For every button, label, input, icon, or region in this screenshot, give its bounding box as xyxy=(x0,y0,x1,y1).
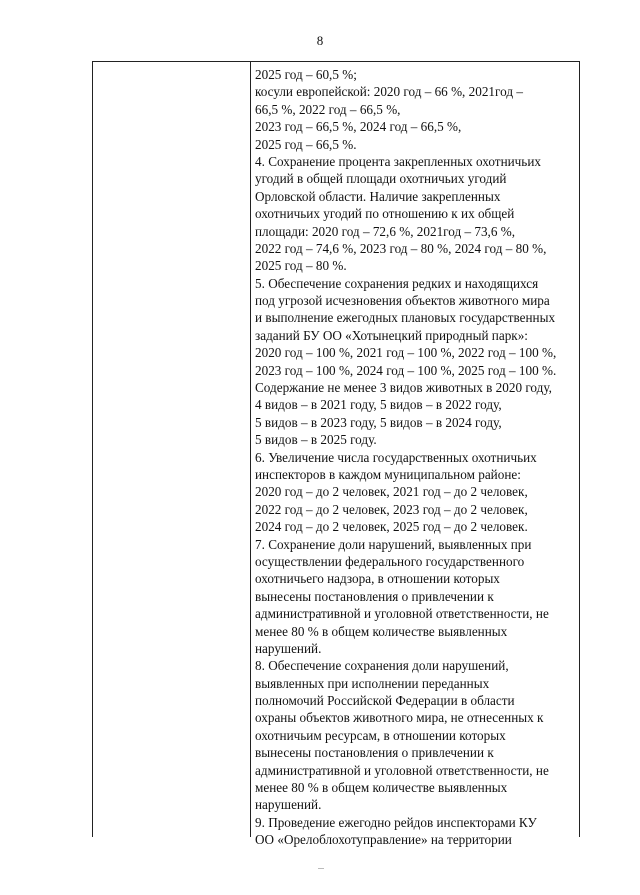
text-line: под угрозой исчезновения объектов животного мира xyxy=(255,293,550,309)
text-line: 9. Проведение ежегодно рейдов инспекторами КУ xyxy=(255,814,537,830)
text-line: 2025 год – 60,5 %; xyxy=(255,67,357,82)
text-line: охотничьего надзора, в отношении которых xyxy=(255,571,500,587)
text-line: административной и уголовной ответственности, не xyxy=(255,762,549,778)
text-line: 2023 год – 66,5 %, 2024 год – 66,5 %, xyxy=(255,119,462,135)
text-line: ОО «Орелоблохотуправление» на территории xyxy=(255,832,512,848)
text-line: заданий БУ ОО «Хотынецкий природный парк»: xyxy=(255,327,528,343)
text-line: Содержание не менее 3 видов животных в 2020 году, xyxy=(255,380,552,396)
text-line: нарушений. xyxy=(255,640,322,656)
text-line: 2025 год – 66,5 %. xyxy=(255,136,357,152)
text-line: выявленных при исполнении переданных xyxy=(255,675,490,691)
page-number: 8 xyxy=(316,33,324,48)
text-line: осуществлении федерального государственного xyxy=(255,553,525,569)
text-line: угодий в общей площади охотничьих угодий xyxy=(255,171,507,187)
text-line: 7. Сохранение доли нарушений, выявленных при xyxy=(255,536,532,552)
text-line: и выполнение ежегодных плановых государственных xyxy=(255,310,556,326)
text-line: 2024 год – до 2 человек, 2025 год – до 2 человек. xyxy=(255,519,528,535)
text-line: 5 видов – в 2025 году. xyxy=(255,432,377,448)
text-line: 2023 год – 100 %, 2024 год – 100 %, 2025 год – 100 %. xyxy=(255,362,557,378)
text-line: 4. Сохранение процента закрепленных охотничьих xyxy=(255,153,541,169)
scan-mark xyxy=(318,868,324,869)
text-line: административной и уголовной ответственности, не xyxy=(255,606,549,622)
text-line: 2020 год – 100 %, 2021 год – 100 %, 2022 год – 100 %, xyxy=(255,345,557,361)
text-line: охраны объектов животного мира, не отнесенных к xyxy=(255,710,544,726)
text-line: полномочий Российской Федерации в области xyxy=(255,693,515,709)
text-line: Орловской области. Наличие закрепленных xyxy=(255,188,501,204)
table-right-cell xyxy=(251,62,579,848)
document-table xyxy=(92,61,580,848)
text-line: вынесены постановления о привлечении к xyxy=(255,745,494,761)
text-line: нарушений. xyxy=(255,797,322,813)
text-line: охотничьим ресурсам, в отношении которых xyxy=(255,727,506,743)
text-line: охотничьих угодий по отношению к их общей xyxy=(255,206,515,222)
text-line: 2022 год – 74,6 %, 2023 год – 80 %, 2024 год – 80 %, xyxy=(255,240,547,256)
text-line: 6. Увеличение числа государственных охотничьих xyxy=(255,449,537,465)
text-line: 2020 год – до 2 человек, 2021 год – до 2 человек, xyxy=(255,484,528,500)
text-line: 2025 год – 80 %. xyxy=(255,258,347,274)
table-left-cell xyxy=(93,62,251,837)
text-line: 8. Обеспечение сохранения доли нарушений, xyxy=(255,658,509,674)
text-line: вынесены постановления о привлечении к xyxy=(255,588,494,604)
text-line: 5 видов – в 2023 году, 5 видов – в 2024 году, xyxy=(255,414,502,430)
text-line: площади: 2020 год – 72,6 %, 2021год – 73,6 %, xyxy=(255,223,516,239)
text-line: 5. Обеспечение сохранения редких и находящихся xyxy=(255,275,539,291)
text-line: менее 80 % в общем количестве выявленных xyxy=(255,623,508,639)
text-line: 2022 год – до 2 человек, 2023 год – до 2 человек, xyxy=(255,501,528,517)
text-line: косули европейской: 2020 год – 66 %, 2021год – xyxy=(255,84,523,100)
text-line: 4 видов – в 2021 году, 5 видов – в 2022 году, xyxy=(255,397,502,413)
text-line: менее 80 % в общем количестве выявленных xyxy=(255,780,508,796)
text-line: 66,5 %, 2022 год – 66,5 %, xyxy=(255,101,401,117)
text-line: инспекторов в каждом муниципальном районе: xyxy=(255,466,521,482)
